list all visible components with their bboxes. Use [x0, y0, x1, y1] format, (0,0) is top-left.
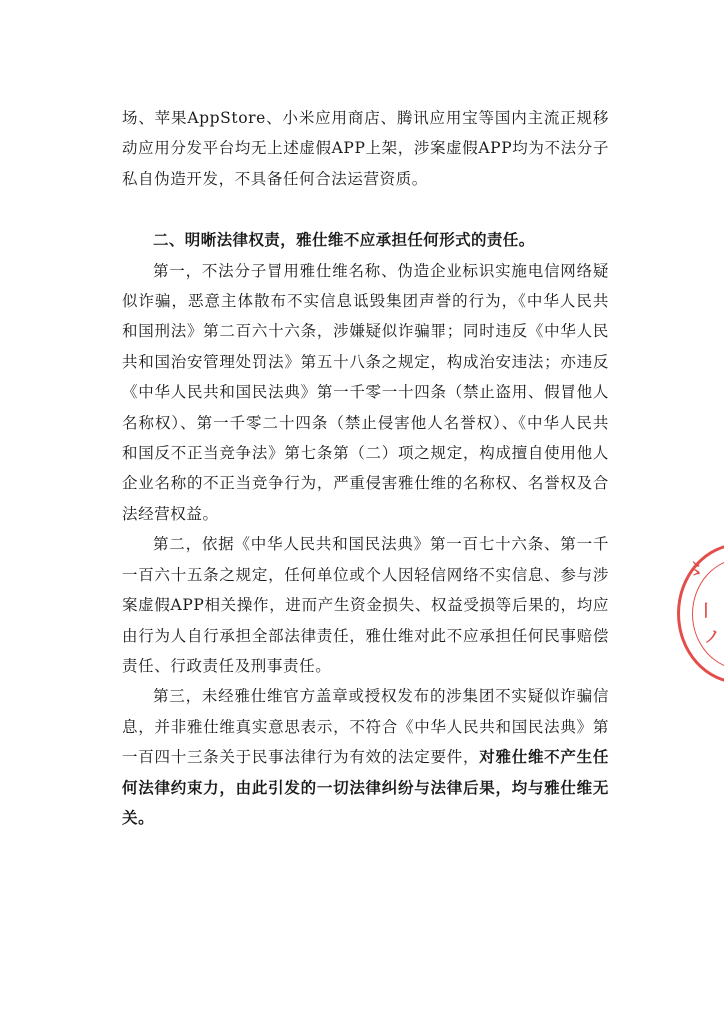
paragraph-second: 第二，依据《中华人民共和国民法典》第一百七十六条、第一千一百六十五条之规定，任何单位或个人因轻信网络不实信息、参与涉案虚假APP相关操作，进而产生资金损失、权益受损等后果的，均应由行为人自行承担全部法律责任，雅仕维对此不应承担任何民事赔偿责任、行政责任及刑事责任。 [122, 535, 609, 675]
document-body [122, 103, 609, 833]
paragraph-first: 第一，不法分子冒用雅仕维名称、伪造企业标识实施电信网络疑似诈骗，恶意主体散布不实信息诋毁集团声誉的行为，《中华人民共和国刑法》第二百六十六条，涉嫌疑似诈骗罪；同时违反《中华人民共和国治安管理处罚法》第五十八条之规定，构成治安违法；亦违反《中华人民共和国民法典》第一千零一十四条（禁止盗用、假冒他人名称权）、第一千零二十四条（禁止侵害他人名誉权）、《中华人民共和国反不正当竞争法》第七条第（二）项之规定，构成擅自使用他人企业名称的不正当竞争行为，严重侵害雅仕维的名称权、名誉权及合法经营权益。 [122, 261, 609, 523]
seal-mark: 〻 [688, 559, 705, 578]
paragraph-third-text: 第三，未经雅仕维官方盖章或授权发布的涉集团不实疑似诈骗信息，并非雅仕维真实意思表示，不符合《中华人民共和国民法典》第一百四十三条关于民事法律行为有效的法定要件， [122, 687, 609, 767]
paragraph-third [122, 681, 609, 833]
section-heading: 二、明晰法律权责，雅仕维不应承担任何形式的责任。 [153, 230, 535, 250]
seal-mark: 丨 [698, 601, 715, 620]
seal-mark: ノ [704, 627, 721, 646]
paragraph-third-bold-text: 对雅仕维不产生任何法律约束力，由此引发的一切法律纠纷与法律后果，均与雅仕维无关。 [122, 747, 609, 827]
paragraph-continued: 场、苹果AppStore、小米应用商店、腾讯应用宝等国内主流正规移动应用分发平台均无上述虚假APP上架，涉案虚假APP均为不法分子私自伪造开发，不具备任何合法运营资质。 [122, 109, 609, 188]
red-seal-stamp [677, 543, 724, 684]
